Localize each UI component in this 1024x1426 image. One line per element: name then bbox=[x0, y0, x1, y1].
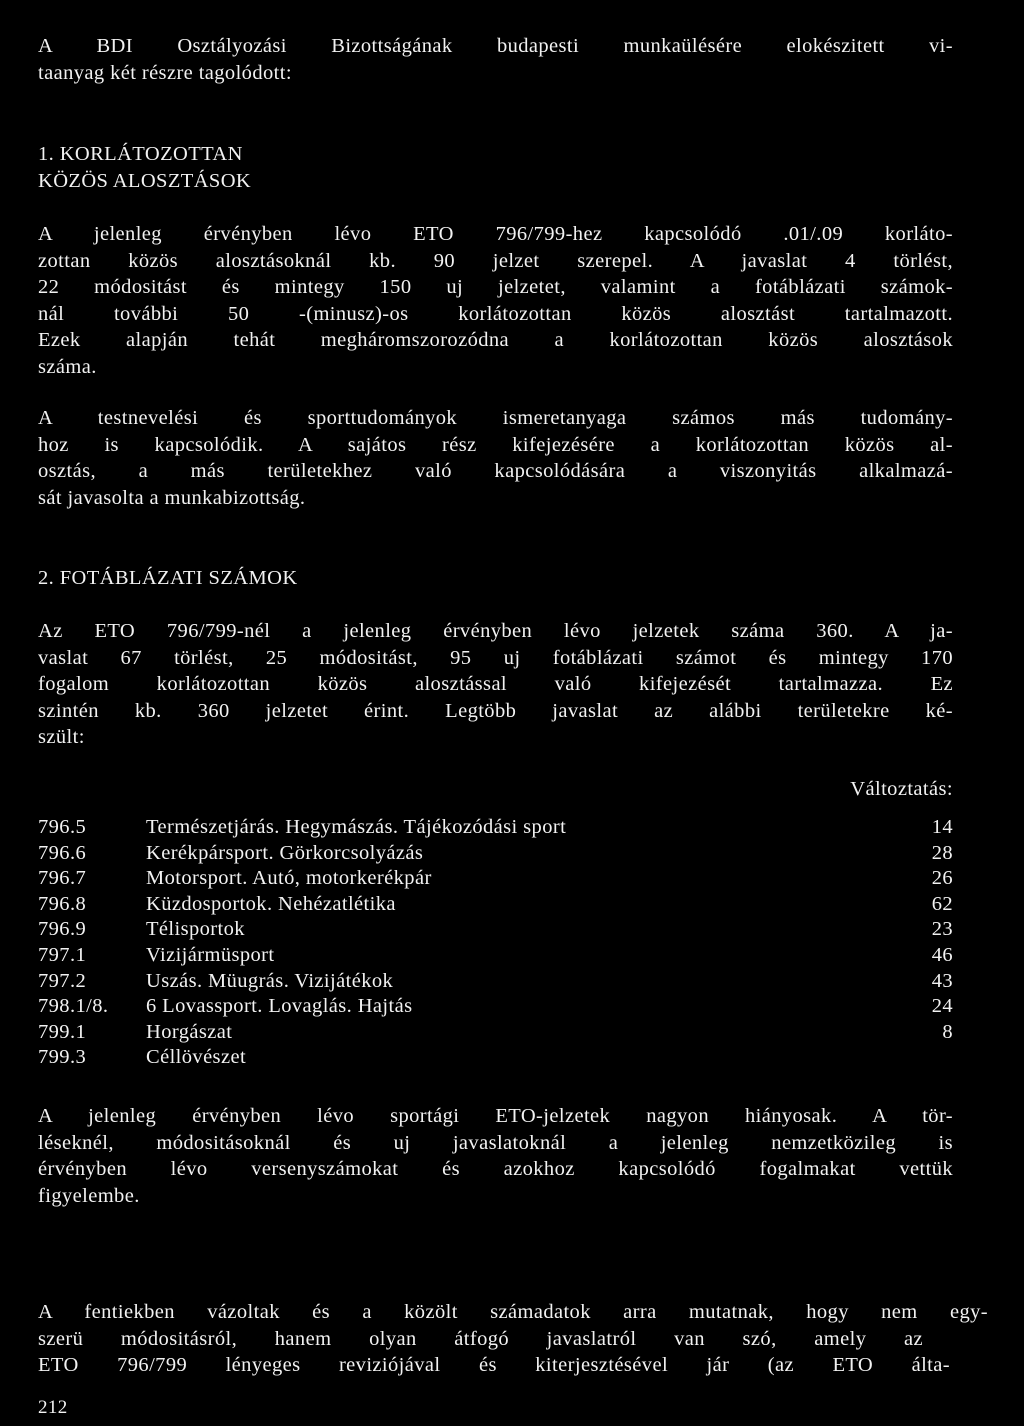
row-value: 28 bbox=[931, 841, 953, 864]
text-line: szerü módositásról, hanem olyan átfogó javaslatról van szó, amely az bbox=[38, 1327, 923, 1350]
row-value: 26 bbox=[931, 867, 953, 890]
row-value: 46 bbox=[931, 943, 953, 966]
row-description: Kerékpársport. Görkorcsolyázás bbox=[146, 841, 424, 864]
text-line: A jelenleg érvényben lévo sportági ETO-jelzetek nagyon hiányosak. A tör- bbox=[38, 1105, 953, 1127]
section-1-paragraph-2 bbox=[38, 405, 953, 511]
text-line: érvényben lévo versenyszámokat és azokhoz kapcsolódó fogalmakat vettük bbox=[38, 1158, 953, 1180]
row-value bbox=[893, 1045, 953, 1071]
changes-table bbox=[38, 815, 953, 1071]
table-header-change bbox=[38, 776, 953, 802]
row-description: Motorsport. Autó, motorkerékpár bbox=[146, 867, 432, 890]
row-description: Vizijármüsport bbox=[146, 943, 275, 966]
row-code: 797.2 bbox=[38, 969, 87, 992]
row-value: 23 bbox=[931, 918, 953, 941]
row-value: 14 bbox=[931, 816, 953, 838]
text-line: szintén kb. 360 jelzetet érint. Legtöbb javaslat az alábbi területekre ké- bbox=[38, 699, 953, 722]
text-line: hoz is kapcsolódik. A sajátos rész kifejezésére a korlátozottan közös al- bbox=[38, 433, 953, 456]
text-line: A jelenleg érvényben lévo ETO 796/799-hez kapcsolódó .01/.09 korláto- bbox=[38, 223, 953, 245]
text-line: osztás, a más területekhez való kapcsolódására a viszonyitás alkalmazá- bbox=[38, 460, 953, 482]
text-line: taanyag két részre tagolódott: bbox=[38, 61, 292, 84]
table-row bbox=[38, 994, 953, 1020]
text-line: ETO 796/799 lényeges reviziójával és kiterjesztésével jár (az ETO álta- bbox=[38, 1354, 950, 1376]
row-code: 796.5 bbox=[38, 816, 87, 838]
text-line: figyelembe. bbox=[38, 1184, 140, 1207]
row-code: 797.1 bbox=[38, 943, 87, 966]
table-header-label: Változtatás: bbox=[850, 778, 953, 800]
section-1-paragraph-1 bbox=[38, 221, 953, 380]
heading-line: 1. KORLÁTOZOTTAN bbox=[38, 143, 243, 165]
row-code: 796.8 bbox=[38, 892, 87, 915]
section-2-paragraph bbox=[38, 618, 953, 751]
text-line: 22 módositást és mintegy 150 uj jelzetet, valamint a fotáblázati számok- bbox=[38, 276, 953, 298]
table-row bbox=[38, 866, 953, 892]
row-description: Céllövészet bbox=[146, 1046, 247, 1069]
closing-paragraph-1 bbox=[38, 1103, 953, 1209]
row-value: 43 bbox=[931, 969, 953, 992]
text-line: szült: bbox=[38, 726, 85, 748]
text-line: A BDI Osztályozási Bizottságának budapesti munkaülésére elokészitett vi- bbox=[38, 35, 953, 57]
text-line: száma. bbox=[38, 355, 97, 378]
table-row bbox=[38, 892, 953, 918]
row-code: 798.1/8. bbox=[38, 995, 109, 1018]
text-line: zottan közös alosztásoknál kb. 90 jelzet szerepel. A javaslat 4 törlést, bbox=[38, 249, 953, 272]
row-description: Télisportok bbox=[146, 918, 245, 941]
table-row bbox=[38, 943, 953, 969]
table-row bbox=[38, 815, 953, 841]
heading-line: KÖZÖS ALOSZTÁSOK bbox=[38, 170, 252, 192]
intro-paragraph bbox=[38, 33, 953, 86]
text-line: vaslat 67 törlést, 25 módositást, 95 uj fotáblázati számot és mintegy 170 bbox=[38, 646, 953, 669]
table-row bbox=[38, 1045, 953, 1071]
section-1-heading bbox=[38, 141, 251, 195]
row-code: 799.3 bbox=[38, 1046, 87, 1069]
row-value: 8 bbox=[942, 1020, 953, 1043]
text-line: A fentiekben vázoltak és a közölt számadatok arra mutatnak, hogy nem egy- bbox=[38, 1301, 988, 1323]
table-row bbox=[38, 917, 953, 943]
page-number: 212 bbox=[38, 1397, 68, 1418]
row-description: Küzdosportok. Nehézatlétika bbox=[146, 892, 396, 915]
row-description: 6 Lovassport. Lovaglás. Hajtás bbox=[146, 995, 413, 1018]
table-row bbox=[38, 841, 953, 867]
text-line: Az ETO 796/799-nél a jelenleg érvényben lévo jelzetek száma 360. A ja- bbox=[38, 620, 953, 642]
text-line: A testnevelési és sporttudományok ismeretanyaga számos más tudomány- bbox=[38, 407, 953, 429]
section-2-heading bbox=[38, 565, 298, 592]
table-row bbox=[38, 969, 953, 995]
row-code: 796.6 bbox=[38, 841, 87, 864]
row-code: 796.7 bbox=[38, 867, 87, 890]
row-code: 796.9 bbox=[38, 918, 87, 941]
row-description: Horgászat bbox=[146, 1020, 233, 1043]
heading-line: 2. FOTÁBLÁZATI SZÁMOK bbox=[38, 567, 298, 589]
text-line: sát javasolta a munkabizottság. bbox=[38, 486, 306, 509]
text-line: nál további 50 -(minusz)-os korlátozottan közös alosztást tartalmazott. bbox=[38, 302, 953, 325]
closing-paragraph-2 bbox=[38, 1299, 988, 1379]
text-line: fogalom korlátozottan közös alosztással való kifejezését tartalmazza. Ez bbox=[38, 673, 953, 695]
text-line: Ezek alapján tehát megháromszorozódna a korlátozottan közös alosztások bbox=[38, 329, 953, 351]
row-code: 799.1 bbox=[38, 1020, 87, 1043]
row-description: Uszás. Müugrás. Vizijátékok bbox=[146, 969, 394, 992]
row-value: 24 bbox=[931, 995, 953, 1018]
row-description: Természetjárás. Hegymászás. Tájékozódási sport bbox=[146, 816, 567, 838]
table-row bbox=[38, 1020, 953, 1046]
row-value: 62 bbox=[931, 892, 953, 915]
text-line: léseknél, módositásoknál és uj javaslatoknál a jelenleg nemzetközileg is bbox=[38, 1131, 953, 1154]
